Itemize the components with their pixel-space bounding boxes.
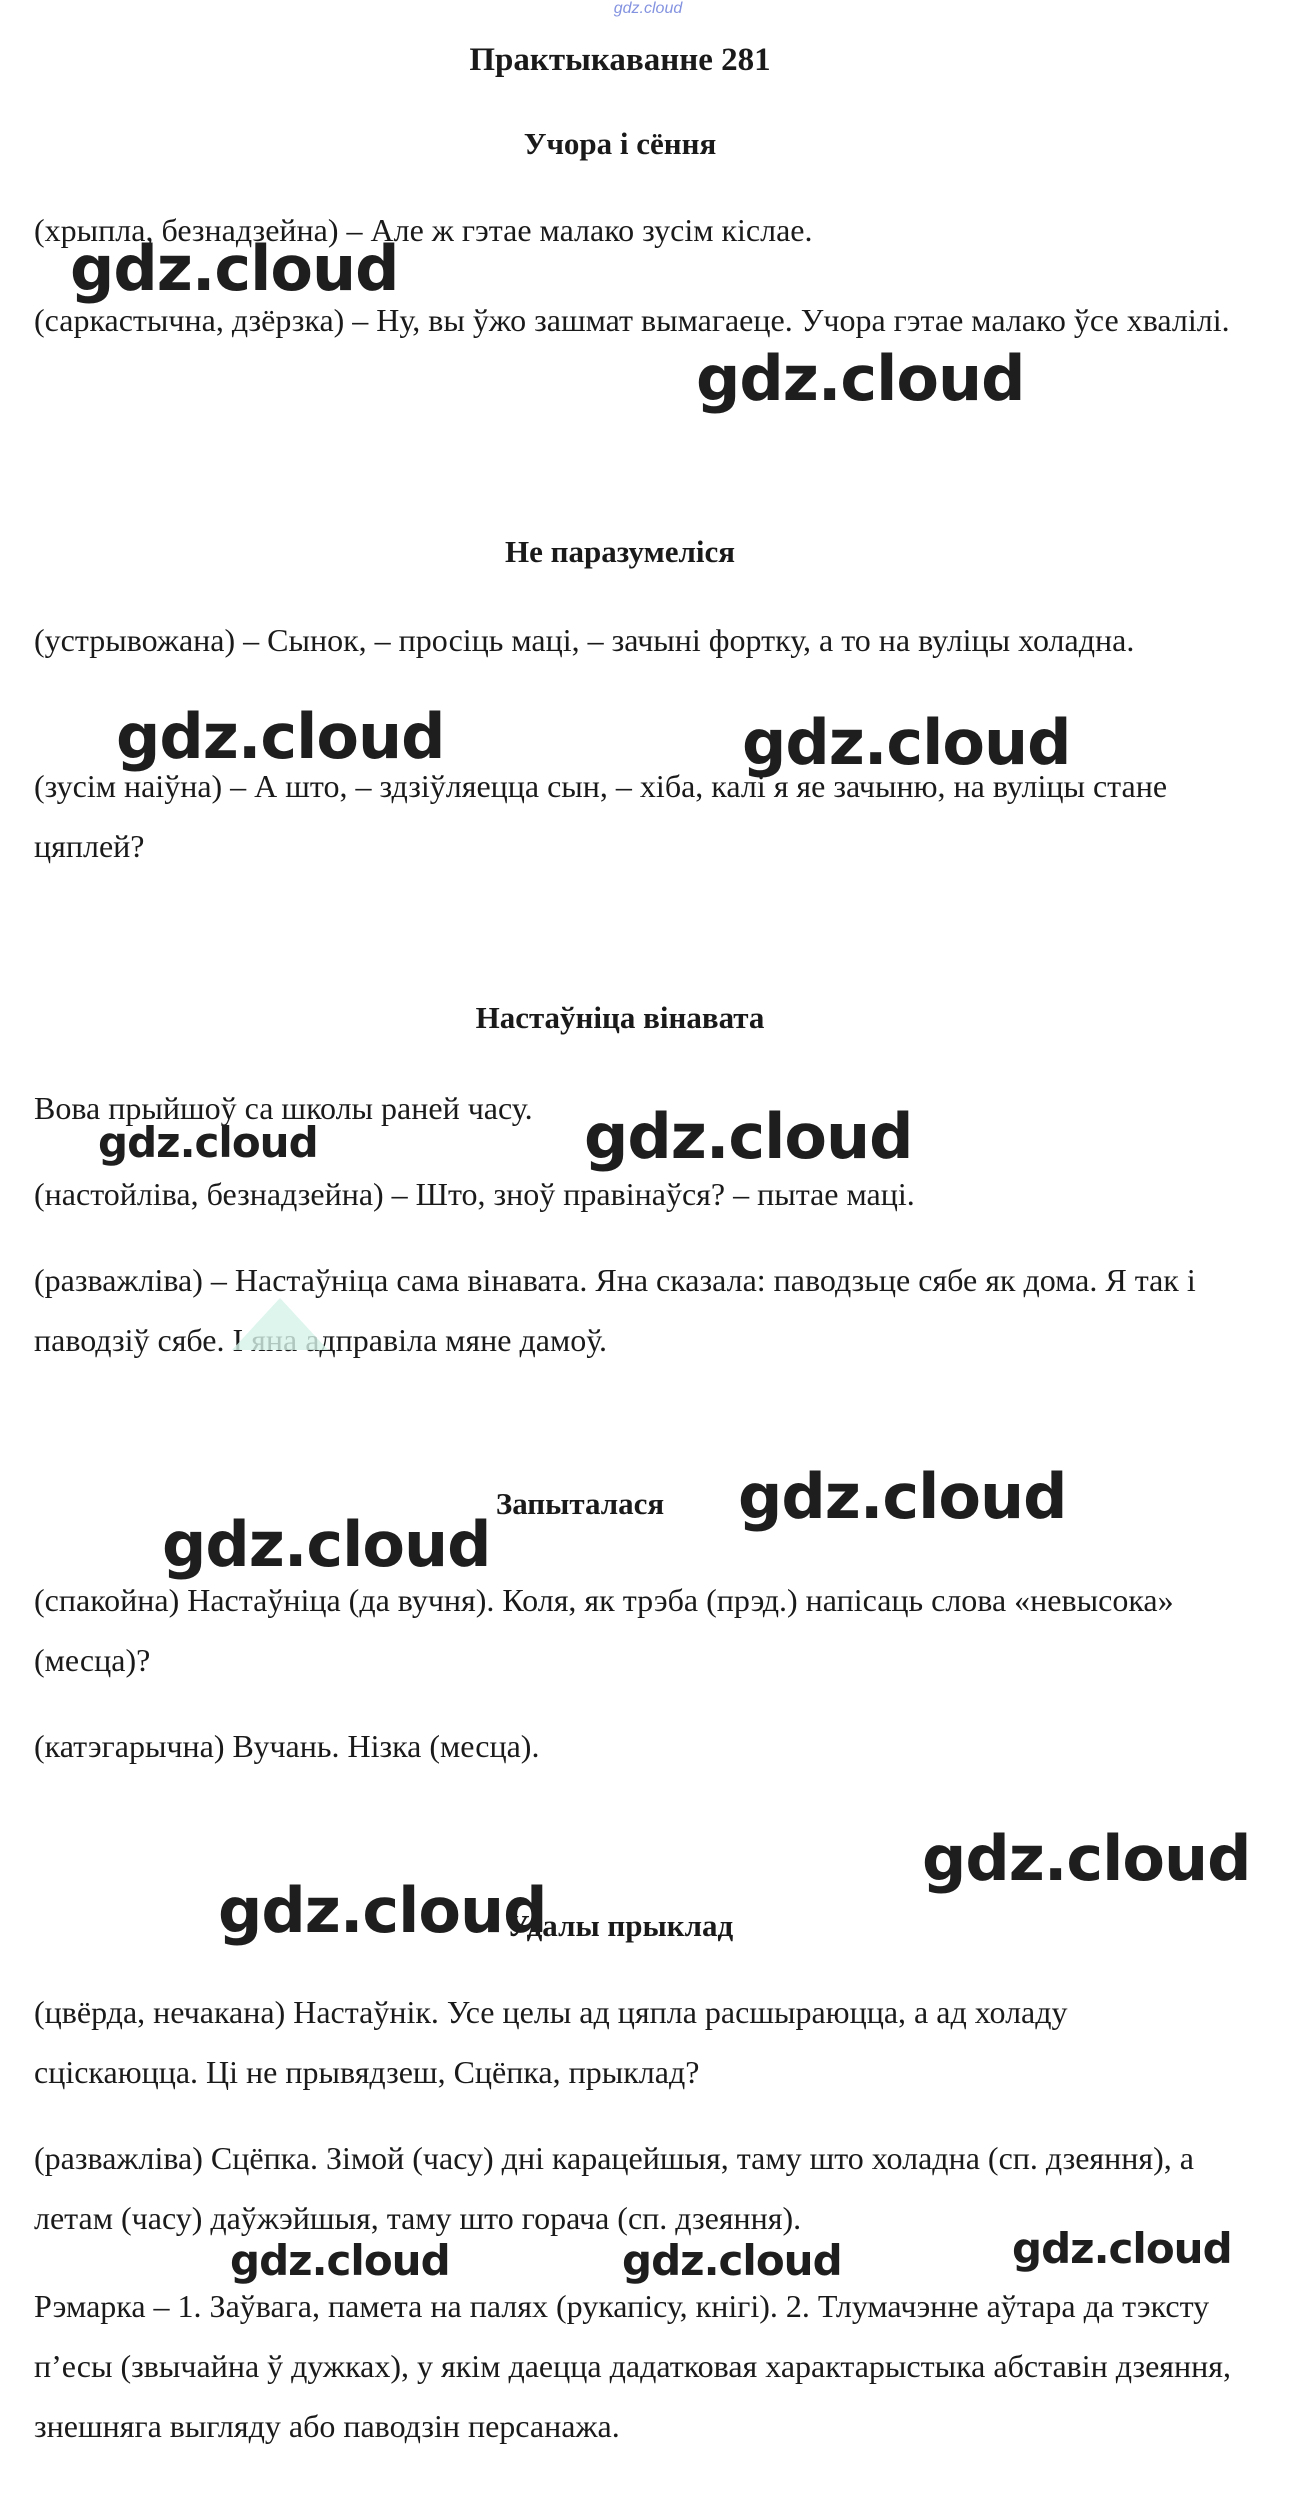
paragraph: (катэгарычна) Вучань. Нізка (месца). [34,1728,540,1764]
paragraph: (зусім наіўна) – А што, – здзіўляецца сын, – хіба, калі я яе зачыню, на вуліцы стане цяплей? [34,768,1168,864]
paragraph: (спакойна) Настаўніца (да вучня). Коля, як трэба (прэд.) напісаць слова «невысока» (месца)? [34,1582,1174,1678]
paragraph: Вова прыйшоў са школы раней часу. [34,1090,533,1126]
watermark: gdz.cloud [98,1118,318,1167]
watermark: gdz.cloud [922,1822,1251,1895]
paragraph: (цвёрда, нечакана) Настаўнік. Усе целы ад цяпла расшыраюцца, а ад холаду сціскаюцца. Ці не прывядзеш, Сцёпка, прыклад? [34,1994,1068,2090]
paragraph: (разважліва) – Настаўніца сама вінавата. Яна сказала: паводзьце сябе як дома. Я так і паводзіў сябе. І яна адправіла мяне дамоў. [34,1262,1196,1358]
highlight-triangle [232,1298,328,1350]
section-heading: Настаўніца вінавата [475,1000,765,1035]
paragraph: Рэмарка – 1. Заўвага, памета на палях (рукапісу, кнігі). 2. Тлумачэнне аўтара да тэксту п’есы (звычайна ў дужках), у якім даецца дадатковая характарыстыка абставін дзеяння, знешняга выгляду або паводзін персанажа. [34,2288,1231,2444]
watermark: gdz.cloud [696,342,1025,415]
watermark: gdz.cloud [116,700,445,773]
page-title: Практыкаванне 281 [469,42,771,78]
site-watermark-top: gdz.cloud [613,0,683,17]
watermark: gdz.cloud [742,706,1071,779]
paragraph: (устрывожана) – Сынок, – просіць маці, – зачыні фортку, а то на вуліцы холадна. [34,622,1135,658]
watermark: gdz.cloud [1012,2224,1232,2273]
watermark: gdz.cloud [584,1100,913,1173]
section-heading: Удалы прыклад [506,1908,734,1943]
section-heading: Запыталася [495,1486,665,1521]
section-heading: Не паразумеліся [504,534,736,569]
paragraph: (разважліва) Сцёпка. Зімой (часу) дні карацейшыя, таму што холадна (сп. дзеяння), а летам (часу) даўжэйшыя, таму што горача (сп. дзеяння). [34,2140,1194,2236]
paragraph: (саркастычна, дзёрзка) – Ну, вы ўжо зашмат вымагаеце. Учора гэтае малако ўсе хвалілі. [34,302,1230,338]
watermark: gdz.cloud [230,2236,450,2285]
watermark: gdz.cloud [70,232,399,305]
paragraph: (настойліва, безнадзейна) – Што, зноў правінаўся? – пытае маці. [34,1176,915,1212]
section-heading: Учора і сёння [523,126,717,161]
paragraph: (хрыпла, безнадзейна) – Але ж гэтае малако зусім кіслае. [34,212,813,248]
watermark: gdz.cloud [218,1874,547,1947]
watermark: gdz.cloud [162,1508,491,1581]
watermark: gdz.cloud [622,2236,842,2285]
watermark: gdz.cloud [738,1460,1067,1533]
